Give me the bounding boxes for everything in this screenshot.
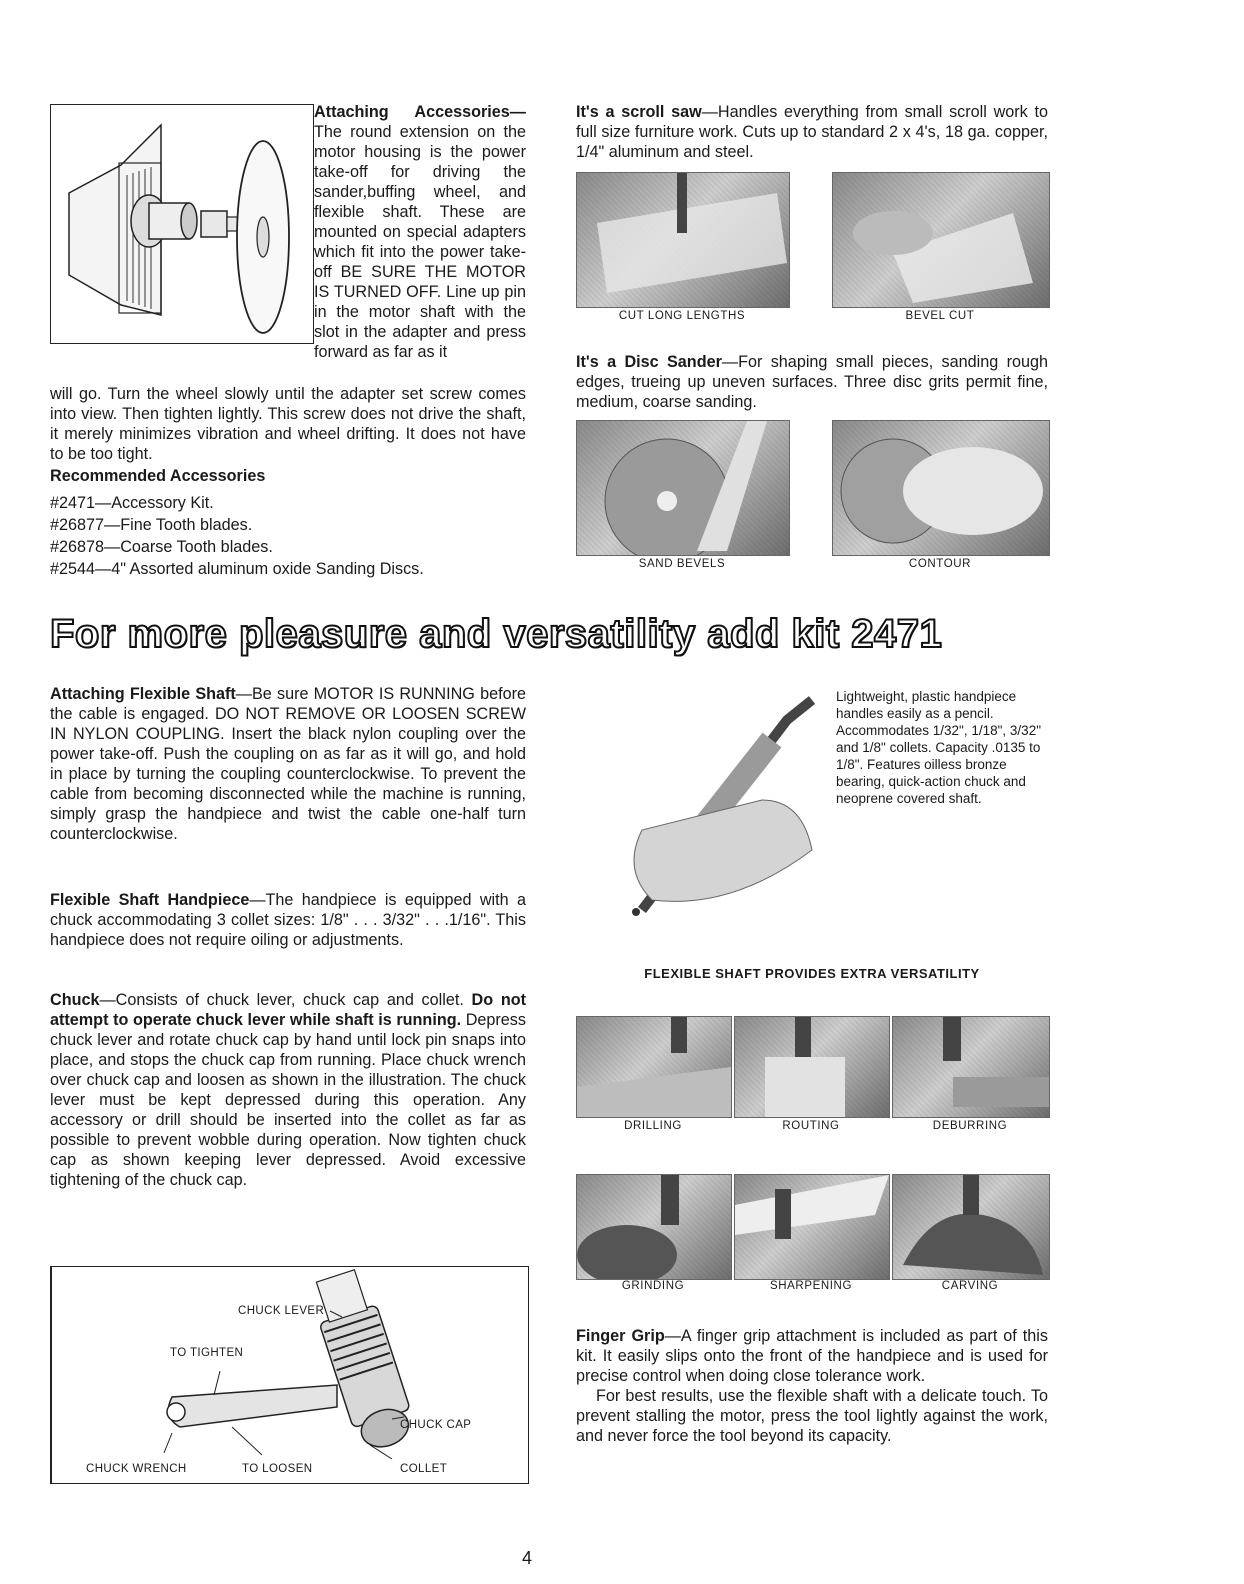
photo-cut-long-lengths (576, 172, 790, 308)
caption-sand-bevels: SAND BEVELS (638, 558, 726, 570)
caption-cut-long-lengths: CUT LONG LENGTHS (618, 310, 746, 322)
handpiece-heading: Flexible Shaft Handpiece (50, 891, 250, 909)
caption-deburring: DEBURRING (932, 1120, 1008, 1132)
attaching-accessories-full (50, 384, 526, 464)
attaching-accessories-side-text: The round extension on the motor housing is the power take-off for driving the sander,buffing wheel, and flexible shaft. These are mounted on special adapters which fit into the power take-off BE SURE THE MOTOR IS TURNED OFF. Line up pin in the motor shaft with the slot in the adapter and press forward as far as it (314, 123, 526, 361)
finger-grip-section (576, 1326, 1048, 1446)
finger-grip-text: —A finger grip attachment is included as part of this kit. It easily slips onto the front of the handpiece and is used for precise control when doing close tolerance work. (576, 1327, 1048, 1385)
photo-sand-bevels (576, 420, 790, 556)
disc-sander-heading: It's a Disc Sander (576, 353, 722, 371)
scroll-saw-text: —Handles everything from small scroll work to full size furniture work. Cuts up to standard 2 x 4's, 18 ga. copper, 1/4" aluminum and steel. (576, 103, 1048, 161)
caption-sharpening: SHARPENING (769, 1280, 853, 1292)
photo-contour (832, 420, 1050, 556)
caption-drilling: DRILLING (624, 1120, 682, 1132)
attaching-flexible-shaft (50, 684, 526, 844)
flexible-shaft-handpiece (50, 890, 526, 950)
scroll-saw-section (576, 102, 1048, 162)
flex-shaft-text: —Be sure MOTOR IS RUNNING before the cable is engaged. DO NOT REMOVE OR LOOSEN SCREW IN NYLON COUPLING. Insert the black nylon coupling over the power take-off. Push the coupling on as far as it will go, and hold in place by turning the coupling counterclockwise. To prevent the cable from becoming disconnected while the machine is running, simply grasp the handpiece and twist the cable one-half turn counterclockwise. (50, 685, 526, 843)
label-chuck-cap: CHUCK CAP (400, 1419, 472, 1431)
recommended-item: #2471—Accessory Kit. (50, 494, 214, 512)
caption-contour: CONTOUR (908, 558, 972, 570)
chuck-warning: Do not attempt to operate chuck lever while shaft is running. (50, 991, 526, 1029)
recommended-item: #2544—4" Assorted aluminum oxide Sanding Discs. (50, 560, 424, 578)
label-collet: COLLET (400, 1463, 448, 1475)
handpiece-caption: Lightweight, plastic handpiece handles easily as a pencil. Accommodates 1/32", 1/18", 3/32" and 1/8" collets. Capacity .0135 to 1/8". Features oilless bronze bearing, quick-action chuck and neoprene covered shaft. (836, 689, 1041, 806)
finger-grip-text-2: For best results, use the flexible shaft with a delicate touch. To prevent stalling the motor, press the tool lightly against the work, and never force the tool beyond its capacity. (576, 1387, 1048, 1445)
handpiece-text: —The handpiece is equipped with a chuck accommodating 3 collet sizes: 1/8" . . . 3/32" . . .1/16". This handpiece does not require oiling or adjustments. (50, 891, 526, 949)
label-to-loosen: TO LOOSEN (242, 1463, 313, 1475)
handpiece-photo (612, 680, 832, 920)
motor-shaft-drawing (51, 105, 313, 343)
photo-drilling (576, 1016, 732, 1118)
kit-headline: For more pleasure and versatility add kit 2471 (50, 612, 943, 656)
label-chuck-wrench: CHUCK WRENCH (86, 1463, 187, 1475)
recommended-item: #26877—Fine Tooth blades. (50, 516, 253, 534)
label-to-tighten: TO TIGHTEN (170, 1347, 244, 1359)
finger-grip-heading: Finger Grip (576, 1327, 665, 1345)
flex-shaft-heading: Attaching Flexible Shaft (50, 685, 236, 703)
attaching-accessories-side (314, 102, 526, 362)
disc-sander-section (576, 352, 1048, 412)
label-chuck-lever: CHUCK LEVER (238, 1305, 325, 1317)
photo-routing (734, 1016, 890, 1118)
scroll-saw-heading: It's a scroll saw (576, 103, 702, 121)
caption-routing: ROUTING (782, 1120, 840, 1132)
chuck-section (50, 990, 526, 1190)
disc-sander-text: —For shaping small pieces, sanding rough edges, trueing up uneven surfaces. Three disc grits permit fine, medium, coarse sanding. (576, 353, 1049, 411)
recommended-item: #26878—Coarse Tooth blades. (50, 538, 273, 556)
chuck-text-1: —Consists of chuck lever, chuck cap and collet. (99, 991, 472, 1009)
chuck-heading: Chuck (50, 991, 100, 1009)
photo-carving (892, 1174, 1050, 1280)
attaching-accessories-full-text: will go. Turn the wheel slowly until the adapter set screw comes into view. Then tighten lightly. This screw does not drive the shaft, it merely minimizes vibration and wheel drifting. It does not have to be too tight. (50, 385, 526, 463)
photo-bevel-cut (832, 172, 1050, 308)
chuck-text-2: Depress chuck lever and rotate chuck cap by hand until lock pin snaps into place, and stops the chuck cap from running. Place chuck wrench over chuck cap and loosen as shown in the illustration. The chuck lever must be kept depressed during this operation. Any accessory or drill should be inserted into the collet as far as possible to prevent wobble during operation. Now tighten chuck cap as shown keeping lever depressed. Avoid excessive tightening of the chuck cap. (50, 1011, 526, 1189)
photo-sharpening (734, 1174, 890, 1280)
motor-illustration (50, 104, 314, 344)
caption-carving: CARVING (941, 1280, 999, 1292)
caption-bevel-cut: BEVEL CUT (905, 310, 975, 322)
chuck-wrench-drawing (52, 1267, 528, 1483)
photo-deburring (892, 1016, 1050, 1118)
handpiece-caption-block (836, 688, 1046, 807)
versatility-heading: FLEXIBLE SHAFT PROVIDES EXTRA VERSATILITY (644, 966, 980, 981)
page-number: 4 (521, 1548, 532, 1568)
chuck-diagram (50, 1266, 529, 1484)
attaching-accessories-heading: Attaching Accessories— (314, 103, 526, 121)
recommended-heading: Recommended Accessories (50, 467, 266, 485)
photo-grinding (576, 1174, 732, 1280)
recommended-accessories (50, 466, 526, 580)
caption-grinding: GRINDING (621, 1280, 685, 1292)
